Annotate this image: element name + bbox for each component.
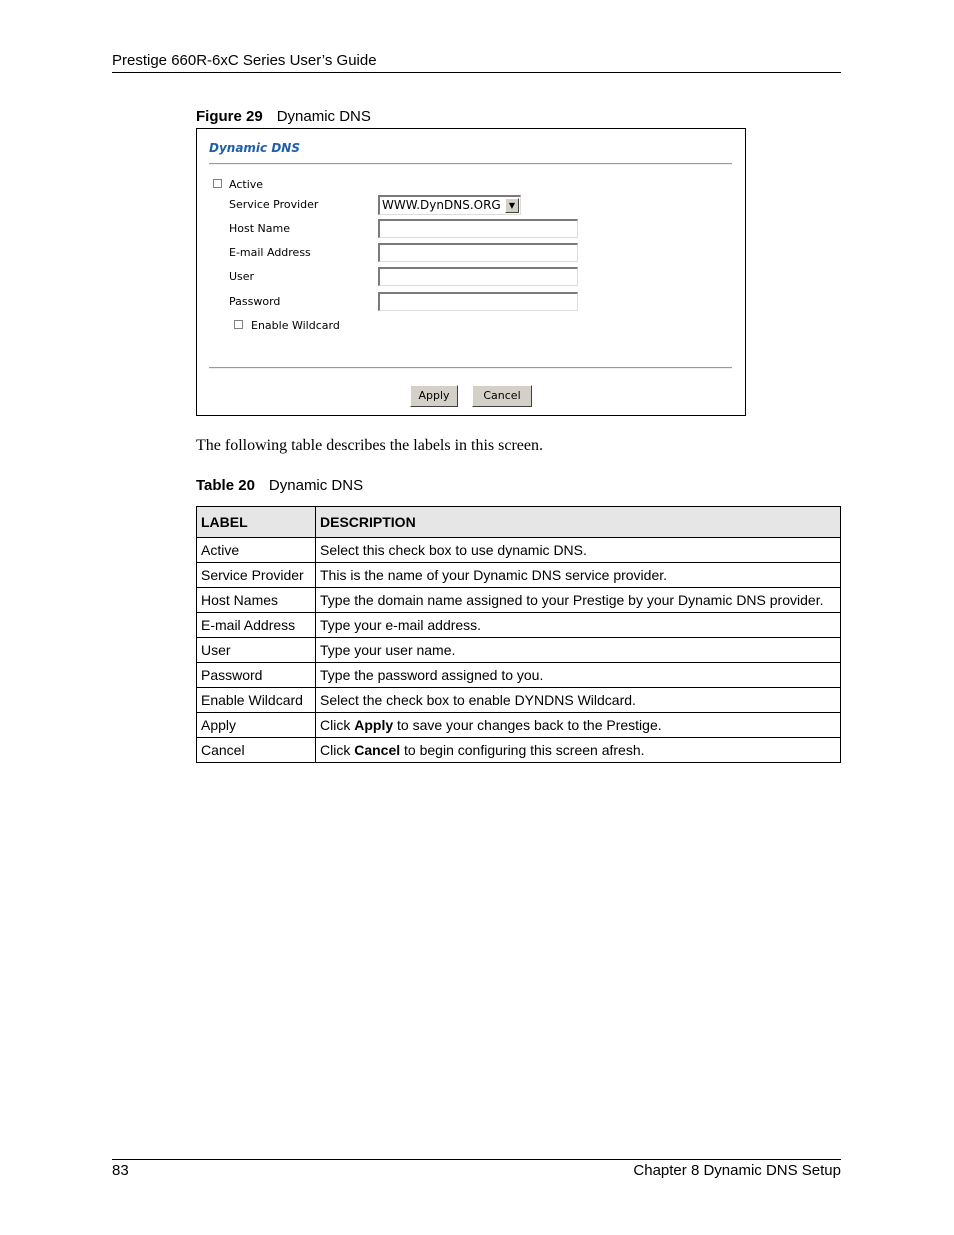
host-name-input[interactable] <box>378 219 578 238</box>
figure-caption <box>196 108 371 125</box>
dynamic-dns-screenshot <box>196 128 746 416</box>
user-input[interactable] <box>378 267 578 286</box>
row-description: Select this check box to use dynamic DNS. <box>316 538 841 563</box>
password-label: Password <box>229 295 281 308</box>
table-row <box>197 563 841 588</box>
row-description: Select the check box to enable DYNDNS Wildcard. <box>316 688 841 713</box>
table-row <box>197 663 841 688</box>
footer-rule <box>112 1159 841 1160</box>
row-label: E-mail Address <box>197 613 316 638</box>
email-input[interactable] <box>378 243 578 262</box>
intro-paragraph: The following table describes the labels in this screen. <box>196 437 544 454</box>
active-label: Active <box>229 178 264 191</box>
page-number: 83 <box>112 1162 129 1179</box>
desc-keyword: Cancel <box>354 742 401 758</box>
desc-suffix: to begin configuring this screen afresh. <box>400 742 645 758</box>
table-row <box>197 538 841 563</box>
row-label: Host Names <box>197 588 316 613</box>
host-name-label: Host Name <box>229 222 290 235</box>
row-label: Service Provider <box>197 563 316 588</box>
row-description: Type your e-mail address. <box>316 613 841 638</box>
table-caption <box>196 477 363 494</box>
table-row <box>197 588 841 613</box>
password-input[interactable] <box>378 292 578 311</box>
desc-suffix: to save your changes back to the Prestige. <box>393 717 662 733</box>
desc-prefix: Click <box>320 717 355 733</box>
panel-bottom-rule <box>209 367 732 369</box>
table-number: Table 20 <box>196 477 255 494</box>
active-checkbox[interactable] <box>213 179 222 188</box>
desc-keyword: Apply <box>354 717 394 733</box>
header-rule <box>112 72 841 73</box>
row-label: Apply <box>197 713 316 738</box>
row-description: Type your user name. <box>316 638 841 663</box>
chapter-title: Chapter 8 Dynamic DNS Setup <box>633 1162 841 1179</box>
table-row <box>197 613 841 638</box>
header-description: DESCRIPTION <box>316 507 841 538</box>
row-description: Type the domain name assigned to your Prestige by your Dynamic DNS provider. <box>316 588 841 613</box>
description-table <box>196 506 841 763</box>
desc-prefix: Click <box>320 742 355 758</box>
table-title: Dynamic DNS <box>268 477 364 494</box>
cancel-button[interactable]: Cancel <box>472 385 532 407</box>
service-provider-select[interactable] <box>378 195 521 215</box>
table-row <box>197 688 841 713</box>
row-label: Enable Wildcard <box>197 688 316 713</box>
row-description <box>316 713 841 738</box>
row-label: User <box>197 638 316 663</box>
row-description: This is the name of your Dynamic DNS service provider. <box>316 563 841 588</box>
table-row <box>197 738 841 763</box>
table-row <box>197 638 841 663</box>
row-description <box>316 738 841 763</box>
chevron-down-icon[interactable]: ▼ <box>505 198 519 213</box>
apply-button[interactable]: Apply <box>410 385 458 407</box>
table-header-row <box>197 507 841 538</box>
figure-title: Dynamic DNS <box>276 108 371 125</box>
email-label: E-mail Address <box>229 246 311 259</box>
header-label: LABEL <box>197 507 316 538</box>
row-description: Type the password assigned to you. <box>316 663 841 688</box>
row-label: Active <box>197 538 316 563</box>
panel-top-rule <box>209 163 732 165</box>
service-provider-label: Service Provider <box>229 198 319 211</box>
row-label: Password <box>197 663 316 688</box>
wildcard-checkbox[interactable] <box>234 320 243 329</box>
service-provider-value: WWW.DynDNS.ORG <box>382 198 501 212</box>
row-label: Cancel <box>197 738 316 763</box>
figure-number: Figure 29 <box>196 108 263 125</box>
wildcard-label: Enable Wildcard <box>251 319 340 332</box>
user-label: User <box>229 270 255 283</box>
panel-title: Dynamic DNS <box>209 141 300 155</box>
table-row <box>197 713 841 738</box>
running-header: Prestige 660R-6xC Series User’s Guide <box>112 52 377 69</box>
